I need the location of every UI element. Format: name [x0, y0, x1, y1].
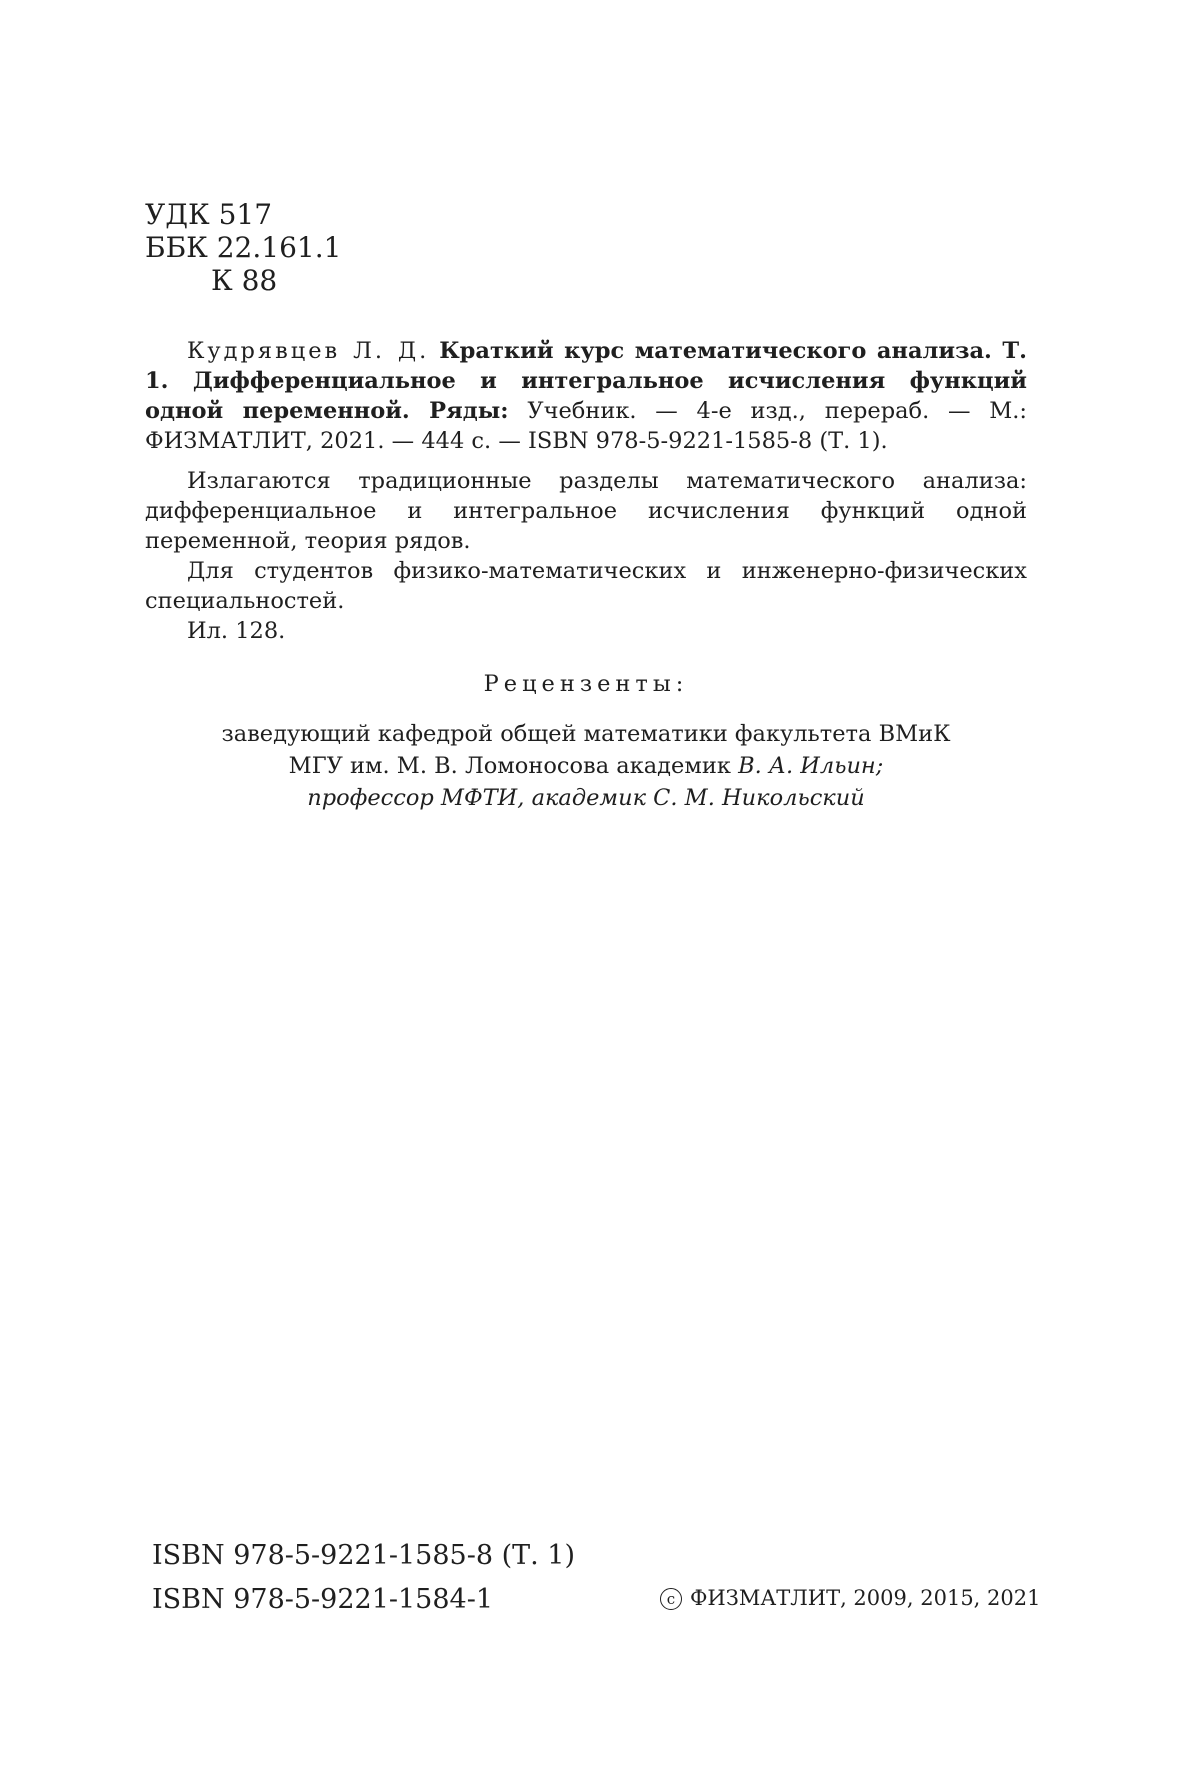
classification-codes	[145, 198, 341, 297]
isbn-block	[152, 1534, 575, 1622]
reviewer-1-name: В. А. Ильин;	[738, 753, 884, 779]
udk-code: УДК 517	[145, 198, 273, 231]
author-mark: К 88	[211, 264, 278, 297]
reviewer-1-affiliation: МГУ им. М. В. Ломоносова академик В. А. Ильин;	[288, 753, 884, 779]
reviewer-2: профессор МФТИ, академик С. М. Никольский	[307, 785, 865, 811]
reviewer-1-position: заведующий кафедрой общей математики факультета ВМиК	[221, 721, 951, 747]
bbk-code: ББК 22.161.1	[145, 231, 342, 264]
author-name: Кудрявцев Л. Д.	[187, 338, 430, 364]
isbn-set: ISBN 978-5-9221-1584-1	[152, 1584, 494, 1615]
isbn-volume: ISBN 978-5-9221-1585-8 (Т. 1)	[152, 1540, 576, 1571]
publication-details: Учебник. — 4-е изд., перераб. — М.: ФИЗМАТЛИТ, 2021. — 444 с. — ISBN 978-5-9221-1585-8 (Т. 1).	[145, 398, 1028, 454]
copyright-text: ФИЗМАТЛИТ, 2009, 2015, 2021	[690, 1586, 1041, 1610]
reviewers-heading: Рецензенты:	[483, 671, 689, 697]
copyright-notice	[660, 1583, 1041, 1613]
book-title: Краткий курс математического анализа. Т. 1. Дифференциальное и интегральное исчисления функций одной переменной. Ряды:	[145, 338, 1028, 424]
reviewers-block	[145, 668, 1027, 814]
annotation	[145, 466, 1027, 646]
bibliographic-record	[145, 336, 1027, 456]
annotation-summary: Излагаются традиционные разделы математического анализа: дифференциальное и интегральное исчисления функций одной переменной, теория рядов.	[145, 468, 1027, 554]
annotation-audience: Для студентов физико-математических и инженерно-физических специальностей.	[145, 558, 1027, 614]
annotation-illustrations: Ил. 128.	[187, 618, 286, 644]
copyright-icon: c	[660, 1588, 682, 1610]
